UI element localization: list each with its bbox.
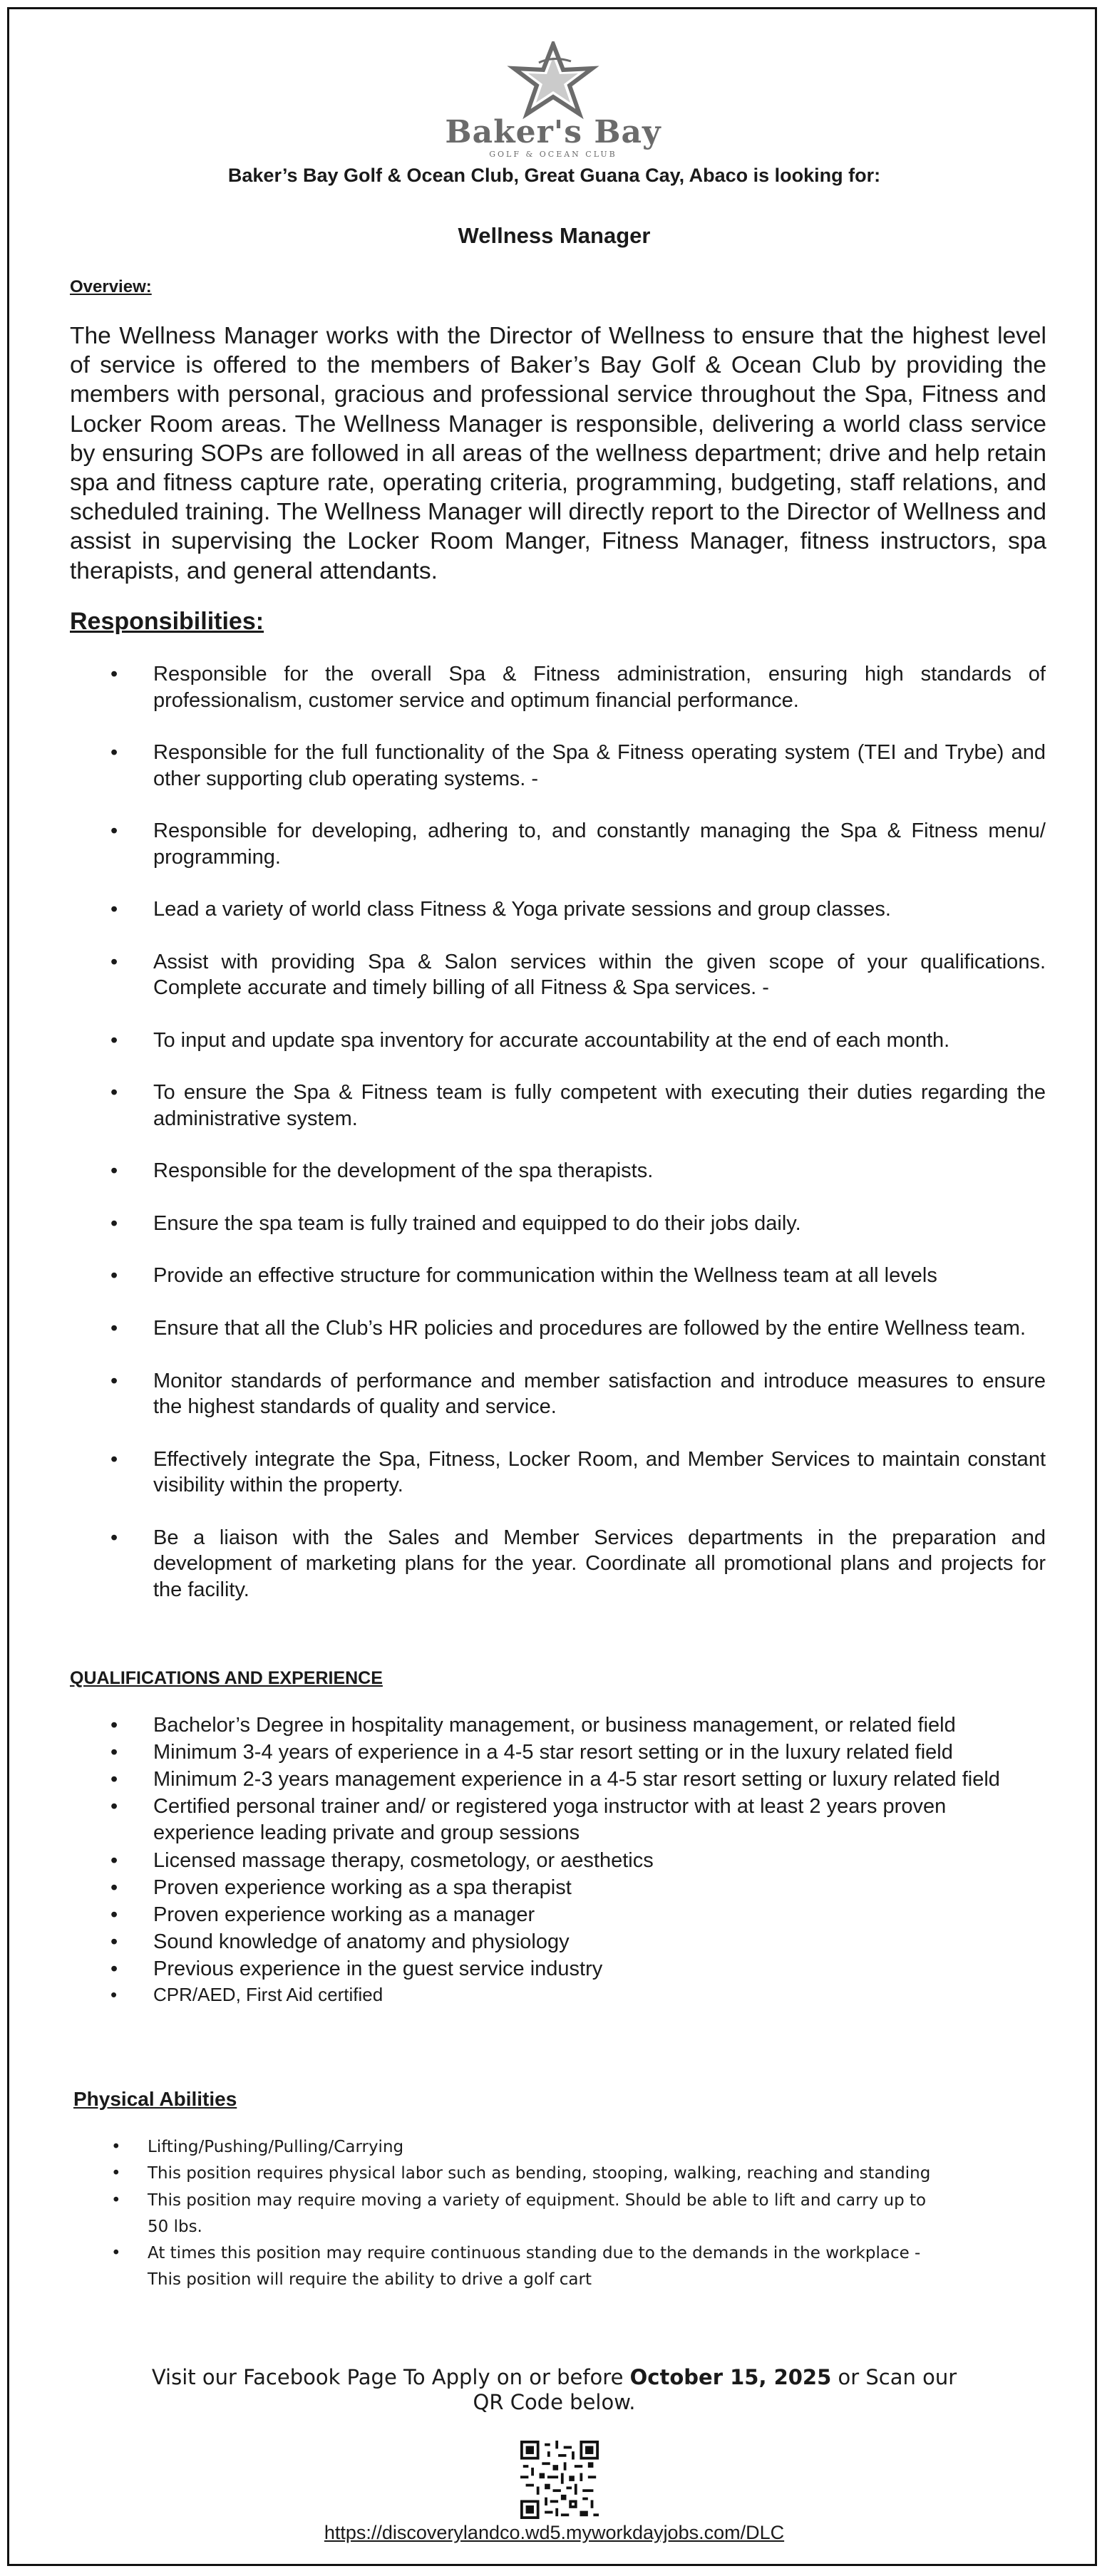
star-icon (500, 41, 607, 120)
list-item: • At times this position may require continuous standing due to the demands in the workplace - This position will require the ability to drive a golf cart (95, 2240, 950, 2294)
list-item: • This position requires physical labor such as bending, stooping, walking, reaching and standing (95, 2161, 950, 2187)
qualifications-heading: QUALIFICATIONS AND EXPERIENCE (70, 1668, 383, 1688)
list-item: • To input and update spa inventory for accurate accountability at the end of each month. (81, 1028, 1046, 1054)
list-item: • Licensed massage therapy, cosmetology, or aesthetics (81, 1848, 1046, 1874)
list-item: • CPR/AED, First Aid certified (81, 1983, 1046, 2007)
qr-code-icon[interactable] (520, 2441, 599, 2519)
apply-deadline: October 15, 2025 (629, 2365, 832, 2389)
list-item: • Proven experience working as a spa therapist (81, 1875, 1046, 1901)
list-item: • Ensure the spa team is fully trained and equipped to do their jobs daily. (81, 1211, 1046, 1237)
list-item: • Responsible for developing, adhering to, and constantly managing the Spa & Fitness menu/ programming. (81, 818, 1046, 870)
apply-instructions (9, 2365, 1099, 2415)
list-item: • Monitor standards of performance and member satisfaction and introduce measures to ensure the highest standards of quality and service. (81, 1368, 1046, 1420)
list-item: • Lead a variety of world class Fitness & Yoga private sessions and group classes. (81, 896, 1046, 923)
list-item: • Bachelor’s Degree in hospitality management, or business management, or related field (81, 1712, 1046, 1739)
list-item: • Certified personal trainer and/ or registered yoga instructor with at least 2 years proven experience leading private and group sessions (81, 1794, 1046, 1846)
logo-wordmark: Baker's Bay (445, 114, 661, 150)
list-item: • Minimum 2-3 years management experience in a 4-5 star resort setting or luxury related field (81, 1767, 1046, 1793)
responsibilities-list (81, 661, 1046, 1629)
list-item: • This position may require moving a variety of equipment. Should be able to lift and carry up to 50 lbs. (95, 2188, 950, 2241)
list-item: • Be a liaison with the Sales and Member Services departments in the preparation and development of marketing plans for the year. Coordinate all promotional plans and projects for the facility. (81, 1525, 1046, 1603)
list-item: • Lifting/Pushing/Pulling/Carrying (95, 2134, 950, 2161)
list-item: • Responsible for the full functionality of the Spa & Fitness operating system (TEI and Trybe) and other supporting club operating systems. - (81, 740, 1046, 792)
apply-text-after: or Scan our QR Code below. (473, 2365, 957, 2414)
list-item: • Minimum 3-4 years of experience in a 4-5 star resort setting or in the luxury related field (81, 1739, 1046, 1766)
application-link[interactable]: https://discoverylandco.wd5.myworkdayjobs.com/DLC (324, 2522, 785, 2543)
list-item: • Previous experience in the guest service industry (81, 1956, 1046, 1982)
list-item: • To ensure the Spa & Fitness team is fully competent with executing their duties regarding the administrative system. (81, 1080, 1046, 1132)
list-item: • Ensure that all the Club’s HR policies and procedures are followed by the entire Wellness team. (81, 1315, 1046, 1342)
qualifications-list (81, 1712, 1046, 2007)
physical-abilities-heading: Physical Abilities (73, 2088, 237, 2110)
overview-paragraph: The Wellness Manager works with the Director of Wellness to ensure that the highest level of service is offered to the members of Baker’s Bay Golf & Ocean Club by providing the members with personal, gracious and professional service throughout the Spa, Fitness and Locker Room areas. The Wellness Manager is responsible, delivering a world class service by ensuring SOPs are followed in all areas of the wellness department; drive and help retain spa and fitness capture rate, operating criteria, programming, budgeting, staff relations, and scheduled training. The Wellness Manager will directly report to the Director of Wellness and assist in supervising the Locker Room Manger, Fitness Manager, fitness instructors, spa therapists, and general attendants. (70, 323, 1046, 584)
list-item: • Effectively integrate the Spa, Fitness, Locker Room, and Member Services to maintain constant visibility within the property. (81, 1447, 1046, 1499)
job-title: Wellness Manager (458, 223, 651, 248)
list-item: • Proven experience working as a manager (81, 1902, 1046, 1928)
job-posting-page (7, 7, 1097, 2566)
logo-subtitle: GOLF & OCEAN CLUB (489, 150, 617, 159)
overview-heading: Overview: (70, 277, 152, 296)
company-logo (436, 41, 671, 162)
list-item: • Responsible for the development of the spa therapists. (81, 1158, 1046, 1184)
intro-line: Baker’s Bay Golf & Ocean Club, Great Guana Cay, Abaco is looking for: (227, 165, 881, 186)
responsibilities-heading: Responsibilities: (70, 608, 264, 635)
list-item: • Responsible for the overall Spa & Fitness administration, ensuring high standards of professionalism, customer service and optimum financial performance. (81, 661, 1046, 713)
apply-text-before: Visit our Facebook Page To Apply on or before (151, 2365, 630, 2389)
list-item: • Provide an effective structure for communication within the Wellness team at all levels (81, 1263, 1046, 1289)
list-item: • Sound knowledge of anatomy and physiology (81, 1929, 1046, 1955)
list-item: • Assist with providing Spa & Salon services within the given scope of your qualifications. Complete accurate and timely billing of all Fitness & Spa services. - (81, 949, 1046, 1001)
physical-abilities-list (95, 2134, 950, 2294)
